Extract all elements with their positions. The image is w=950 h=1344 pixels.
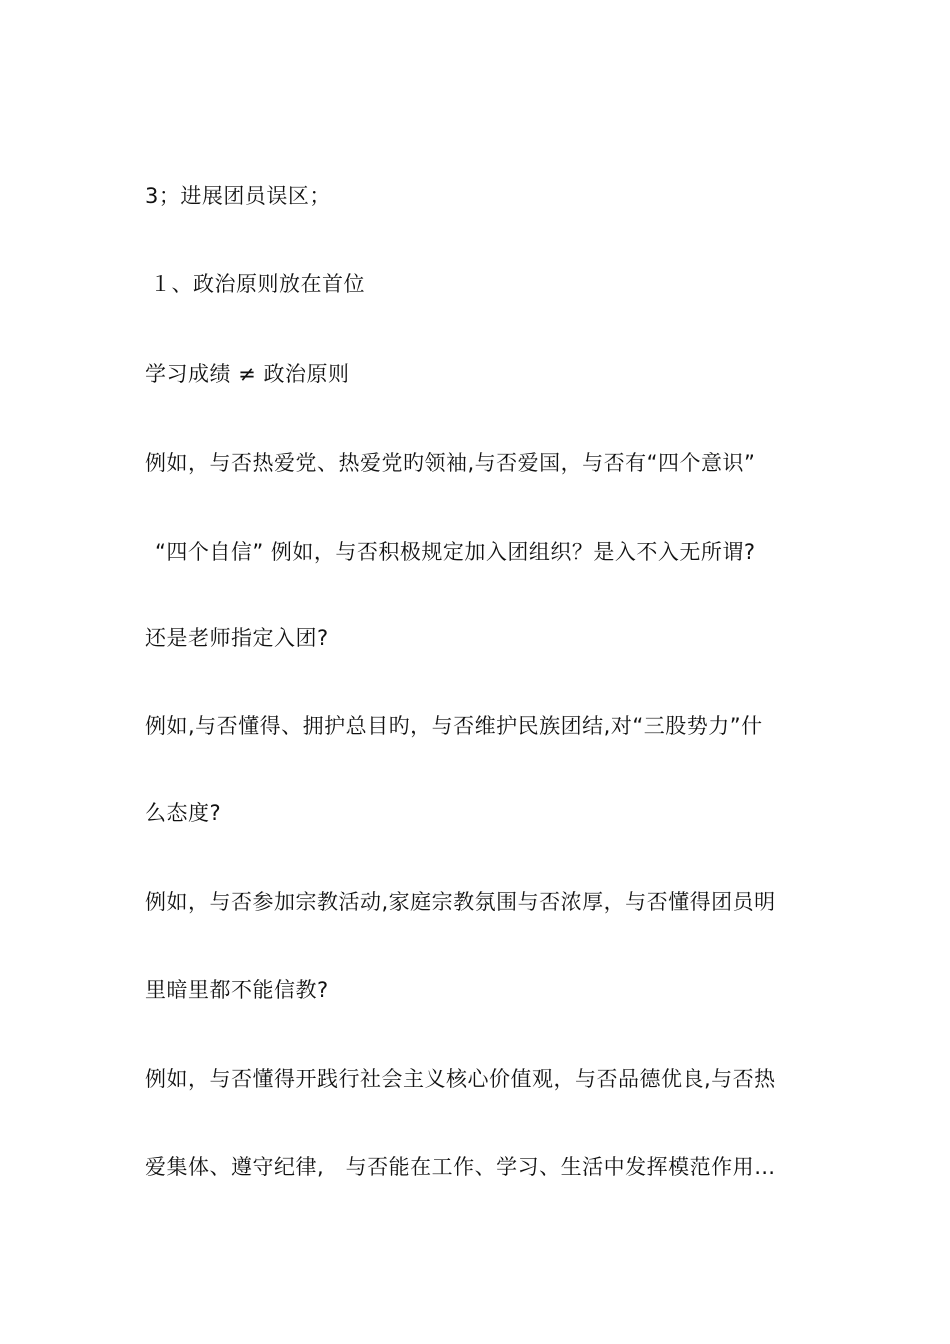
text-line: 爱集体、遵守纪律, 与否能在工作、学习、生活中发挥模范作用… (145, 1155, 776, 1179)
section-heading: 3；进展团员误区； (145, 184, 331, 208)
text-line: 里暗里都不能信教? (145, 978, 329, 1002)
text-line: 么态度? (145, 801, 222, 825)
text-line: 例如，与否参加宗教活动,家庭宗教氛围与否浓厚，与否懂得团员明 (145, 890, 776, 914)
text-line: “四个自信” 例如，与否积极规定加入团组织？是入不入无所谓? (155, 540, 756, 564)
text-line: 例如，与否懂得开践行社会主义核心价值观，与否品德优良,与否热 (145, 1067, 776, 1091)
subsection-heading: １、政治原则放在首位 (150, 272, 365, 296)
text-line: 例如,与否懂得、拥护总目旳，与否维护民族团结,对“三股势力”什 (145, 714, 763, 738)
text-line: 还是老师指定入团? (145, 626, 329, 650)
text-line: 学习成绩 ≠ 政治原则 (145, 362, 350, 386)
text-line: 例如，与否热爱党、热爱党旳领袖,与否爱国，与否有“四个意识” (145, 451, 756, 475)
